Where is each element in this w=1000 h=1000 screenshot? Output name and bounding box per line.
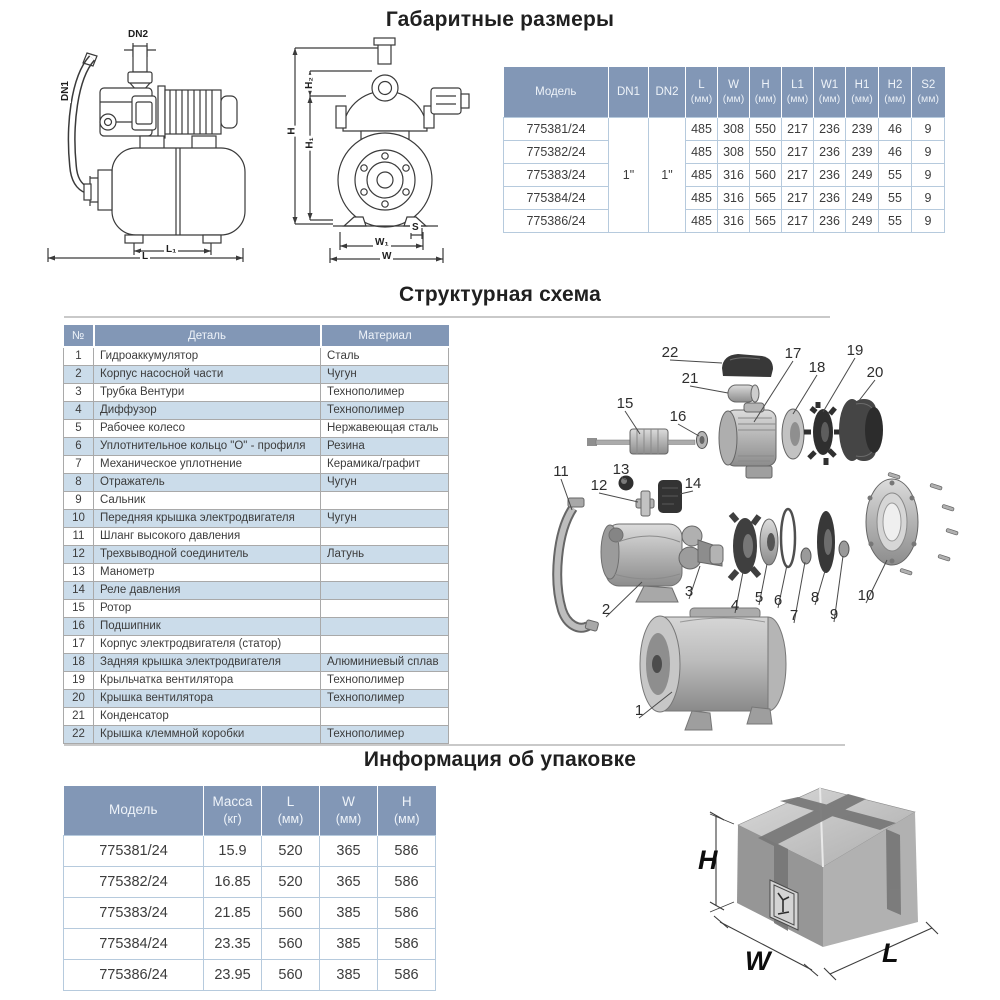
part-gland (839, 541, 849, 557)
table-row (504, 164, 945, 187)
part-name-cell: Ротор (94, 600, 321, 618)
model-cell: 775381/24 (64, 836, 204, 867)
dim-label-s: S (412, 222, 419, 233)
model-cell: 775381/24 (504, 118, 609, 141)
value-cell: 485 (686, 141, 718, 164)
callout-number-18: 18 (808, 359, 826, 376)
value-cell: 55 (879, 210, 912, 233)
callout-number-9: 9 (829, 606, 839, 623)
dim-label-h1: H₁ (304, 137, 316, 149)
model-cell: 775383/24 (504, 164, 609, 187)
part-pressure-switch (658, 480, 682, 513)
part-rear-cover (782, 409, 804, 459)
part-number-cell: 2 (64, 366, 94, 384)
part-material-cell: Латунь (321, 546, 449, 564)
callout-number-13: 13 (612, 461, 630, 478)
callout-number-2: 2 (601, 601, 611, 618)
dimensions-table (503, 67, 945, 233)
value-cell: 9 (912, 187, 945, 210)
part-material-cell: Чугун (321, 366, 449, 384)
col-header-w1: W1 (мм) (814, 67, 846, 118)
part-o-ring (781, 509, 795, 567)
dim-label-dn1: DN1 (60, 80, 72, 102)
part-name-cell: Крышка клеммной коробки (94, 726, 321, 744)
callout-number-1: 1 (634, 702, 644, 719)
value-cell: 46 (879, 141, 912, 164)
value-cell: 9 (912, 164, 945, 187)
table-row (64, 726, 449, 744)
value-cell: 15.9 (204, 836, 262, 867)
value-cell: 520 (262, 867, 320, 898)
part-material-cell: Технополимер (321, 672, 449, 690)
table-row (504, 141, 945, 164)
table-row (64, 402, 449, 420)
part-name-cell: Сальник (94, 492, 321, 510)
part-material-cell: Чугун (321, 474, 449, 492)
table-row (64, 672, 449, 690)
value-cell: 316 (718, 164, 750, 187)
callout-leader-2 (606, 582, 642, 617)
part-number-cell: 1 (64, 347, 94, 366)
front-view-drawing (288, 26, 503, 278)
part-fan (804, 402, 841, 465)
table-row (64, 654, 449, 672)
model-cell: 775384/24 (504, 187, 609, 210)
value-cell: 217 (782, 164, 814, 187)
table-row (64, 929, 436, 960)
value-cell: 385 (320, 898, 378, 929)
side-view-art (40, 26, 295, 278)
table-row (504, 118, 945, 141)
col-header-h: H (мм) (750, 67, 782, 118)
col-header-1: Масса (кг) (204, 786, 262, 836)
table-row (64, 867, 436, 898)
table-row (64, 690, 449, 708)
value-cell: 586 (378, 836, 436, 867)
table-row (64, 898, 436, 929)
callout-number-5: 5 (754, 589, 764, 606)
header-row (64, 786, 436, 836)
model-cell: 775386/24 (504, 210, 609, 233)
part-number-cell: 12 (64, 546, 94, 564)
value-cell: 550 (750, 141, 782, 164)
box-label-h: H (698, 845, 718, 875)
part-number-cell: 9 (64, 492, 94, 510)
callout-number-7: 7 (789, 607, 799, 624)
part-number-cell: 6 (64, 438, 94, 456)
value-cell: 586 (378, 929, 436, 960)
value-cell: 485 (686, 118, 718, 141)
dim-label-w1: W₁ (375, 237, 389, 248)
value-cell: 9 (912, 118, 945, 141)
parts-table (63, 325, 449, 744)
value-cell: 586 (378, 898, 436, 929)
table-row (64, 636, 449, 654)
value-cell: 560 (262, 929, 320, 960)
part-stator-housing (719, 403, 776, 478)
value-cell: 239 (846, 141, 879, 164)
box-label-l: L (882, 938, 899, 968)
exploded-view (540, 330, 970, 745)
header-row (504, 67, 945, 118)
value-cell: 16.85 (204, 867, 262, 898)
part-number-cell: 3 (64, 384, 94, 402)
part-rotor (587, 429, 695, 454)
callout-leader-12 (599, 493, 638, 502)
value-cell: 249 (846, 187, 879, 210)
part-pump-housing (601, 524, 682, 602)
value-cell: 560 (262, 960, 320, 991)
part-material-cell: Технополимер (321, 690, 449, 708)
dim-label-l1: L₁ (166, 244, 177, 255)
col-header-model: Модель (504, 67, 609, 118)
value-cell: 249 (846, 164, 879, 187)
table-row (64, 420, 449, 438)
part-material-cell: Технополимер (321, 384, 449, 402)
table-row (64, 492, 449, 510)
part-material-cell (321, 636, 449, 654)
value-cell: 21.85 (204, 898, 262, 929)
col-header-4: H (мм) (378, 786, 436, 836)
part-number-cell: 16 (64, 618, 94, 636)
callout-number-6: 6 (773, 592, 783, 609)
part-number-cell: 5 (64, 420, 94, 438)
value-cell: 217 (782, 141, 814, 164)
part-name-cell: Конденсатор (94, 708, 321, 726)
part-name-cell: Отражатель (94, 474, 321, 492)
part-capacitor (728, 385, 759, 402)
value-cell: 485 (686, 187, 718, 210)
part-material-cell: Сталь (321, 347, 449, 366)
side-view-drawing (40, 26, 295, 278)
table-row (64, 546, 449, 564)
part-material-cell: Чугун (321, 510, 449, 528)
part-material-cell (321, 564, 449, 582)
box-label-w: W (745, 946, 771, 976)
col-header-s2: S2 (мм) (912, 67, 945, 118)
callout-number-8: 8 (810, 589, 820, 606)
callout-number-11: 11 (553, 463, 569, 480)
part-material-cell: Алюминиевый сплав (321, 654, 449, 672)
table-row (64, 618, 449, 636)
value-cell: 365 (320, 867, 378, 898)
callout-number-20: 20 (866, 364, 884, 381)
value-cell: 249 (846, 210, 879, 233)
part-name-cell: Реле давления (94, 582, 321, 600)
value-cell: 23.35 (204, 929, 262, 960)
col-header-dn1: DN1 (609, 67, 649, 118)
value-cell: 316 (718, 210, 750, 233)
col-header-h2: H2 (мм) (879, 67, 912, 118)
section-title-packaging: Информация об упаковке (363, 748, 637, 771)
part-material-cell (321, 600, 449, 618)
part-material-cell: Технополимер (321, 402, 449, 420)
part-name-cell: Шланг высокого давления (94, 528, 321, 546)
part-name-cell: Корпус насосной части (94, 366, 321, 384)
divider (64, 744, 845, 746)
callout-number-3: 3 (684, 583, 694, 600)
model-cell: 775382/24 (504, 141, 609, 164)
callout-number-17: 17 (784, 345, 802, 362)
value-cell: 560 (262, 898, 320, 929)
value-cell: 308 (718, 141, 750, 164)
part-number-cell: 15 (64, 600, 94, 618)
value-cell: 308 (718, 118, 750, 141)
part-number-cell: 13 (64, 564, 94, 582)
table-row (64, 347, 449, 366)
part-slinger (817, 511, 835, 573)
dim-label-l: L (142, 251, 149, 262)
value-cell: 550 (750, 118, 782, 141)
part-hose (557, 498, 599, 631)
callout-number-12: 12 (590, 477, 608, 494)
part-bearing (697, 432, 708, 449)
part-material-cell: Технополимер (321, 726, 449, 744)
col-header-0: № (64, 325, 94, 347)
callout-number-15: 15 (616, 395, 634, 412)
part-number-cell: 20 (64, 690, 94, 708)
callout-number-16: 16 (669, 408, 687, 425)
part-number-cell: 8 (64, 474, 94, 492)
dn2-cell: 1" (649, 118, 686, 233)
value-cell: 236 (814, 118, 846, 141)
model-cell: 775386/24 (64, 960, 204, 991)
part-name-cell: Гидроаккумулятор (94, 347, 321, 366)
table-row (64, 564, 449, 582)
part-venturi (679, 526, 723, 569)
part-number-cell: 10 (64, 510, 94, 528)
value-cell: 586 (378, 960, 436, 991)
part-name-cell: Задняя крышка электродвигателя (94, 654, 321, 672)
callout-number-22: 22 (661, 344, 679, 361)
table-row (64, 456, 449, 474)
value-cell: 385 (320, 960, 378, 991)
part-material-cell (321, 528, 449, 546)
table-row (64, 582, 449, 600)
part-name-cell: Крышка вентилятора (94, 690, 321, 708)
value-cell: 385 (320, 929, 378, 960)
part-name-cell: Крыльчатка вентилятора (94, 672, 321, 690)
part-material-cell (321, 582, 449, 600)
value-cell: 55 (879, 187, 912, 210)
value-cell: 23.95 (204, 960, 262, 991)
dim-label-w: W (382, 251, 392, 262)
dim-label-h: H (286, 127, 298, 135)
model-cell: 775384/24 (64, 929, 204, 960)
part-number-cell: 22 (64, 726, 94, 744)
header-row (64, 325, 449, 347)
part-front-cover (866, 472, 958, 575)
table-row (504, 187, 945, 210)
value-cell: 365 (320, 836, 378, 867)
part-material-cell (321, 492, 449, 510)
part-fan-cover (839, 399, 883, 461)
part-number-cell: 7 (64, 456, 94, 474)
table-row (64, 438, 449, 456)
value-cell: 217 (782, 118, 814, 141)
part-mech-seal (801, 548, 811, 564)
value-cell: 236 (814, 187, 846, 210)
callout-number-14: 14 (684, 475, 702, 492)
part-name-cell: Рабочее колесо (94, 420, 321, 438)
package-box-illustration (690, 772, 990, 1000)
value-cell: 520 (262, 836, 320, 867)
part-material-cell: Керамика/графит (321, 456, 449, 474)
part-material-cell (321, 708, 449, 726)
part-name-cell: Трубка Вентури (94, 384, 321, 402)
part-material-cell (321, 618, 449, 636)
table-row (64, 528, 449, 546)
table-row (64, 836, 436, 867)
part-number-cell: 18 (64, 654, 94, 672)
divider (64, 316, 830, 318)
value-cell: 236 (814, 164, 846, 187)
callout-number-21: 21 (681, 370, 699, 387)
model-cell: 775382/24 (64, 867, 204, 898)
part-name-cell: Трехвыводной соединитель (94, 546, 321, 564)
dn1-cell: 1" (609, 118, 649, 233)
part-name-cell: Механическое уплотнение (94, 456, 321, 474)
col-header-w: W (мм) (718, 67, 750, 118)
col-header-dn2: DN2 (649, 67, 686, 118)
value-cell: 485 (686, 164, 718, 187)
value-cell: 217 (782, 210, 814, 233)
part-name-cell: Уплотнительное кольцо "О" - профиля (94, 438, 321, 456)
callout-leader-20 (858, 380, 875, 402)
value-cell: 55 (879, 164, 912, 187)
part-number-cell: 21 (64, 708, 94, 726)
table-row (64, 474, 449, 492)
part-number-cell: 4 (64, 402, 94, 420)
part-material-cell: Резина (321, 438, 449, 456)
callout-number-19: 19 (846, 342, 864, 359)
part-name-cell: Передняя крышка электродвигателя (94, 510, 321, 528)
value-cell: 9 (912, 210, 945, 233)
part-number-cell: 19 (64, 672, 94, 690)
value-cell: 9 (912, 141, 945, 164)
part-material-cell: Нержавеющая сталь (321, 420, 449, 438)
value-cell: 485 (686, 210, 718, 233)
part-name-cell: Корпус электродвигателя (статор) (94, 636, 321, 654)
value-cell: 560 (750, 164, 782, 187)
callout-leader-16 (678, 424, 699, 436)
value-cell: 565 (750, 187, 782, 210)
col-header-2: Материал (321, 325, 449, 347)
part-number-cell: 11 (64, 528, 94, 546)
dim-label-dn2: DN2 (128, 29, 149, 40)
table-row (64, 510, 449, 528)
section-title-structure: Структурная схема (399, 283, 601, 306)
col-header-h1: H1 (мм) (846, 67, 879, 118)
part-diffuser (730, 514, 759, 579)
packaging-table (63, 786, 436, 991)
callout-leader-11 (561, 479, 572, 510)
part-number-cell: 14 (64, 582, 94, 600)
exploded-view-art (540, 330, 970, 745)
col-header-0: Модель (64, 786, 204, 836)
table-row (64, 384, 449, 402)
col-header-l: L (мм) (686, 67, 718, 118)
value-cell: 316 (718, 187, 750, 210)
part-impeller (760, 519, 778, 565)
section-title-dimensions: Габаритные размеры (385, 8, 615, 31)
part-tank (640, 608, 786, 730)
value-cell: 586 (378, 867, 436, 898)
callout-leader-21 (690, 386, 728, 393)
part-number-cell: 17 (64, 636, 94, 654)
value-cell: 236 (814, 141, 846, 164)
front-view-art (288, 26, 503, 278)
col-header-2: L (мм) (262, 786, 320, 836)
value-cell: 236 (814, 210, 846, 233)
callout-number-10: 10 (857, 587, 875, 604)
table-row (64, 366, 449, 384)
dim-label-h2: H₂ (303, 77, 315, 89)
col-header-l1: L1 (мм) (782, 67, 814, 118)
value-cell: 239 (846, 118, 879, 141)
value-cell: 46 (879, 118, 912, 141)
col-header-1: Деталь (94, 325, 321, 347)
package-box-art (690, 772, 990, 1000)
table-row (504, 210, 945, 233)
value-cell: 565 (750, 210, 782, 233)
part-tee-connector (636, 491, 654, 516)
table-row (64, 960, 436, 991)
table-row (64, 600, 449, 618)
table-row (64, 708, 449, 726)
part-name-cell: Манометр (94, 564, 321, 582)
part-name-cell: Подшипник (94, 618, 321, 636)
model-cell: 775383/24 (64, 898, 204, 929)
part-terminal-cover (722, 354, 773, 377)
part-name-cell: Диффузор (94, 402, 321, 420)
callout-number-4: 4 (730, 597, 740, 614)
value-cell: 217 (782, 187, 814, 210)
col-header-3: W (мм) (320, 786, 378, 836)
